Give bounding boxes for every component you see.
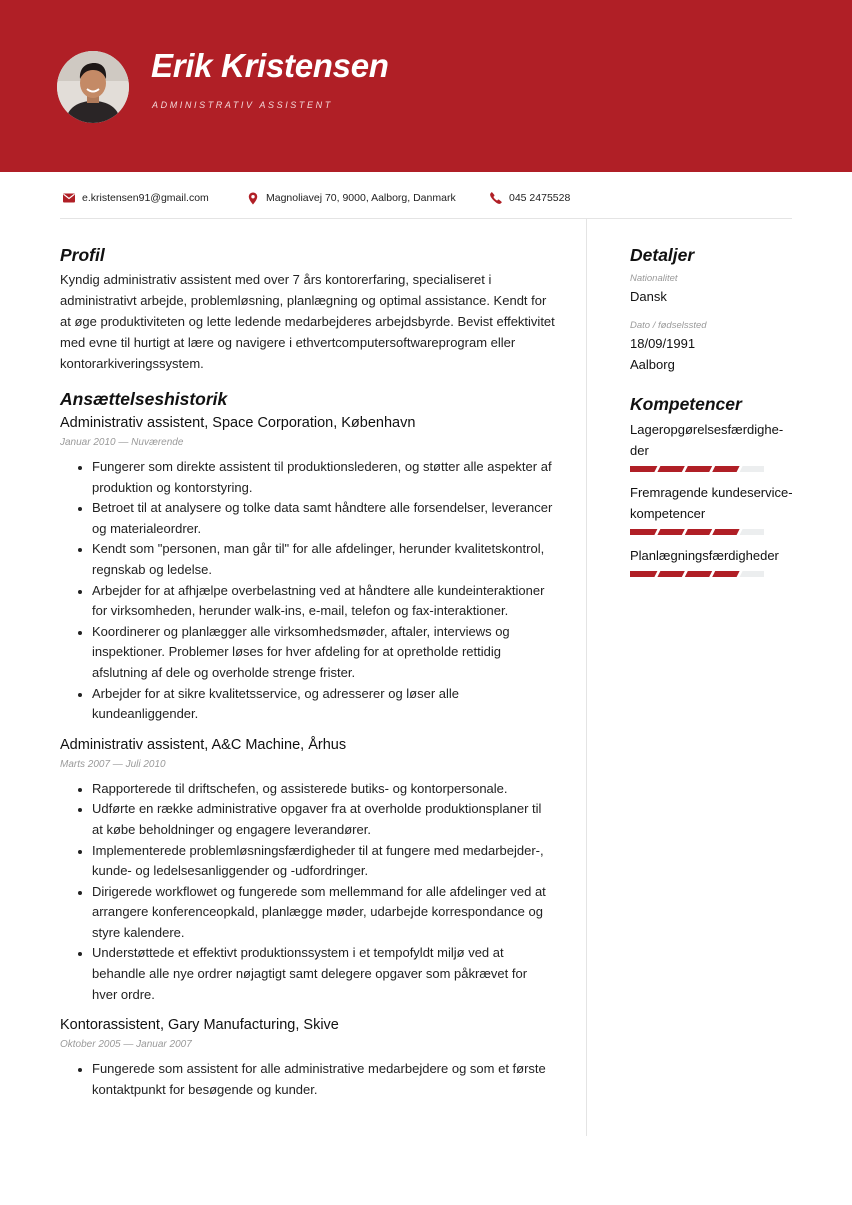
job-bullets <box>60 457 555 725</box>
skill-segment-filled <box>685 466 712 472</box>
resume-header <box>0 0 852 172</box>
employment-section <box>60 387 555 1100</box>
job-dates: Oktober 2005 — Januar 2007 <box>60 1039 192 1051</box>
email-text: e.kristensen91@gmail.com <box>82 192 209 204</box>
skill-level-bar <box>630 571 764 577</box>
birth-date-value: 18/09/1991 <box>630 336 696 351</box>
skill-segment-filled <box>630 571 657 577</box>
envelope-icon <box>62 191 76 205</box>
phone-text: 045 2475528 <box>509 192 571 204</box>
skill-segment-empty <box>740 529 764 535</box>
job-bullet: • Arbejder for at sikre kvalitetsservice, og adresserer og løser alle kundeanliggender. <box>92 684 555 725</box>
skill-name: Lageropgørelsesfærdighe-der <box>630 422 784 458</box>
profile-section <box>60 243 555 374</box>
sidebar-column <box>630 243 795 587</box>
skill-segment-filled <box>657 571 684 577</box>
job-title: Administrativ assistent, A&C Machine, Århus <box>60 736 347 753</box>
job-bullets <box>60 779 555 1006</box>
skill-segment-filled <box>630 529 657 535</box>
job-bullets <box>60 1059 555 1100</box>
candidate-job-title: ADMINISTRATIV ASSISTENT <box>152 100 333 110</box>
job-entry <box>60 413 555 725</box>
skills-heading: Kompetencer <box>630 394 742 414</box>
skill-segment-filled <box>657 466 684 472</box>
skill-segment-filled <box>685 529 712 535</box>
job-bullet: • Udførte en række administrative opgaver fra at overholde produktionsplaner til at købe beholdninger og engagere leverandører. <box>92 799 555 840</box>
job-entry <box>60 1015 555 1100</box>
skill-segment-filled <box>657 529 684 535</box>
job-bullet: • Dirigerede workflowet og fungerede som mellemmand for alle afdelinger ved at arrangere konferenceopkald, planlægge møder, udarbejde korrespondance og styre kalendere. <box>92 882 555 944</box>
job-title: Administrativ assistent, Space Corporation, København <box>60 415 416 431</box>
skill-segment-filled <box>712 529 739 535</box>
skill-level-bar <box>630 529 764 535</box>
contact-bar <box>60 186 792 210</box>
birth-place-value: Aalborg <box>630 357 675 372</box>
skill-segment-filled <box>685 571 712 577</box>
skill-level-bar <box>630 466 764 472</box>
job-bullet: • Fungerer som direkte assistent til produktionslederen, og støtter alle aspekter af produktion og kontorstyring. <box>92 457 555 498</box>
profile-photo <box>57 51 129 123</box>
job-dates: Januar 2010 — Nuværende <box>60 437 184 448</box>
skill-item <box>630 419 795 472</box>
skill-item <box>630 545 795 577</box>
contact-address <box>246 186 456 210</box>
contact-email[interactable] <box>62 186 209 210</box>
details-heading: Detaljer <box>630 245 695 265</box>
profile-text: Kyndig administrativ assistent med over 7 års kontorerfaring, specialiseret i administrativt arbejde, problemløsning, planlægning og optimal assistance. Kendt for at øge produktiviteten og lette ledende medarbejderes arbejdsbyrde. Bevist effektivitet med evne til hurtigt at lære og navigere i ethvertcomputersoftwareprogram eller kontorarkiveringssystem. <box>60 272 555 371</box>
skill-segment-filled <box>712 571 739 577</box>
job-bullet: • Kendt som "personen, man går til" for alle afdelinger, herunder kvalitetskontrol, regnskab og ledelse. <box>92 539 555 580</box>
address-text: Magnoliavej 70, 9000, Aalborg, Danmark <box>266 192 456 204</box>
person-photo-icon <box>57 51 129 123</box>
skill-segment-filled <box>630 466 657 472</box>
nationality-label: Nationalitet <box>630 273 678 284</box>
details-section <box>630 243 795 375</box>
job-bullet: • Koordinerer og planlægger alle virksomhedsmøder, aftaler, interviews og inspektioner. Problemer løses for hver afdeling for at opretholde rettidig afslutning af dele og overholde strenge frister. <box>92 622 555 684</box>
skill-level-graphic <box>630 529 764 535</box>
birth-label: Dato / fødselssted <box>630 320 707 331</box>
job-bullet: • Implementerede problemløsningsfærdigheder til at fungere med medarbejder-, kunde- og ledelsesanliggender og -udfordringer. <box>92 841 555 882</box>
map-pin-icon <box>246 191 260 205</box>
contact-phone[interactable] <box>489 186 570 210</box>
phone-icon <box>489 191 503 205</box>
employment-heading: Ansættelseshistorik <box>60 389 228 409</box>
skill-name: Planlægningsfærdigheder <box>630 548 779 563</box>
column-divider <box>586 219 587 1136</box>
skill-level-graphic <box>630 466 764 472</box>
skill-segment-filled <box>712 466 739 472</box>
skills-section <box>630 392 795 577</box>
nationality-value: Dansk <box>630 289 667 304</box>
job-bullet: • Arbejder for at afhjælpe overbelastning ved at håndtere alle kundeinteraktioner for virksomheden, herunder walk-ins, e-mail, telefon og fax-interaktioner. <box>92 581 555 622</box>
job-bullet: • Fungerede som assistent for alle administrative medarbejdere og som et første kontaktpunkt for besøgende og kunder. <box>92 1059 555 1100</box>
candidate-name: Erik Kristensen <box>151 47 389 84</box>
skill-name: Fremragende kundeservice-kompetencer <box>630 485 793 521</box>
skill-segment-empty <box>740 466 764 472</box>
profile-heading: Profil <box>60 245 105 265</box>
job-bullet: • Betroet til at analysere og tolke data samt håndtere alle forsendelser, leverancer og materialeordrer. <box>92 498 555 539</box>
job-bullet: • Understøttede et effektivt produktionssystem i et tempofyldt miljø ved at behandle alle nye ordrer nøjagtigt samt delegere opgaver som påkrævet for hver ordre. <box>92 943 555 1005</box>
job-bullet: • Rapporterede til driftschefen, og assisterede butiks- og kontorpersonale. <box>92 779 555 800</box>
job-dates: Marts 2007 — Juli 2010 <box>60 758 166 770</box>
job-title: Kontorassistent, Gary Manufacturing, Skive <box>60 1017 339 1034</box>
job-entry <box>60 735 555 1006</box>
main-column <box>60 243 555 1100</box>
skill-item <box>630 482 795 535</box>
skill-level-graphic <box>630 571 764 577</box>
skill-segment-empty <box>740 571 764 577</box>
header-divider <box>60 218 792 219</box>
